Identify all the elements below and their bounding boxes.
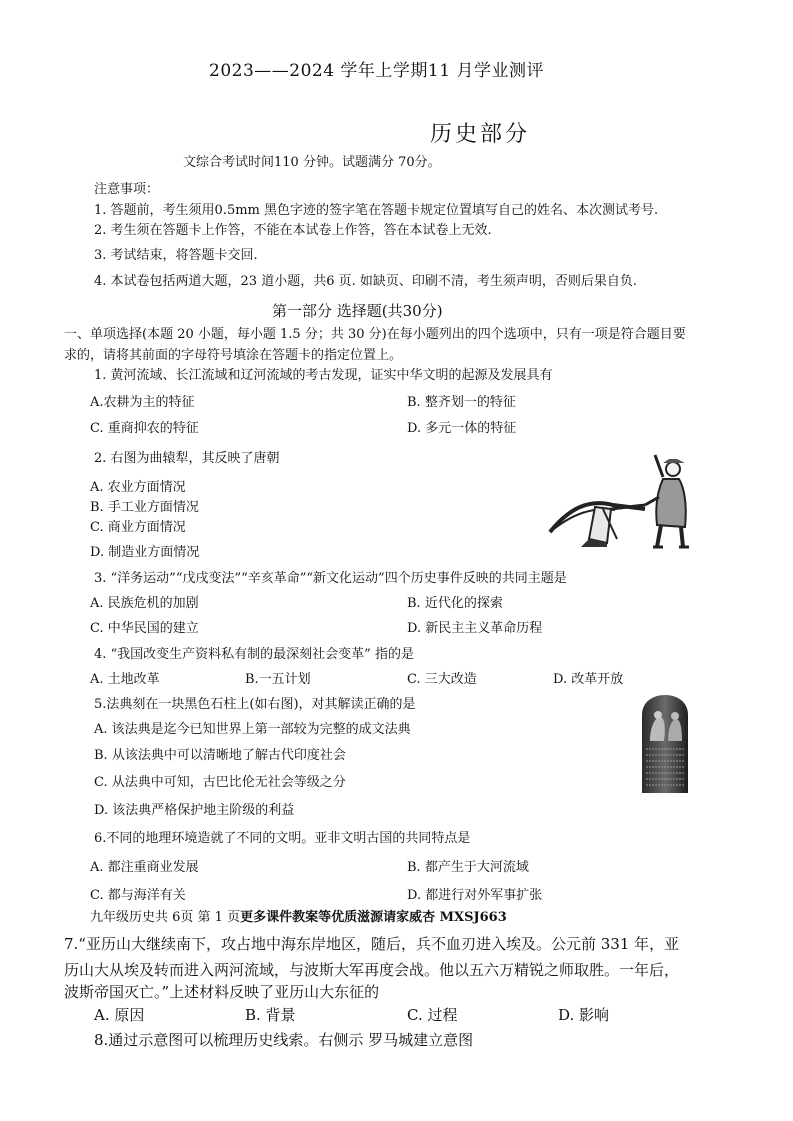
notes-heading: 注意事项： (94, 182, 160, 197)
q3-option-c: C. 中华民国的建立 (90, 621, 199, 636)
q1-option-b: B. 整齐划一的特征 (407, 395, 516, 410)
q5-option-d: D. 该法典严格保护地主阶级的利益 (94, 803, 295, 818)
note-item-4: 4. 本试卷包括两道大题，23 道小题，共6 页. 如缺页、印刷不清，考生须声明，否则后果自负. (94, 274, 638, 289)
q5-stem: 5.法典刻在一块黑色石柱上(如右图)，对其解读正确的是 (94, 697, 416, 712)
q7-option-a: A. 原因 (94, 1006, 145, 1024)
q5-option-c: C. 从法典中可知，古巴比伦无社会等级之分 (94, 775, 346, 790)
curved-plough-illustration (545, 447, 695, 552)
q1-option-c: C. 重商抑农的特征 (90, 421, 199, 436)
q2-option-a: A. 农业方面情况 (90, 480, 186, 495)
q2-option-c: C. 商业方面情况 (90, 520, 186, 535)
q1-option-a: A.农耕为主的特征 (90, 395, 195, 410)
q7-option-d: D. 影响 (558, 1006, 610, 1024)
q6-stem: 6.不同的地理环境造就了不同的文明。亚非文明古国的共同特点是 (94, 831, 471, 846)
q4-option-c: C. 三大改造 (407, 672, 477, 687)
q1-option-d: D. 多元一体的特征 (407, 421, 517, 436)
q4-option-d: D. 改革开放 (553, 672, 624, 687)
section-instruction-line1: 一、单项选择(本题 20 小题，每小题 1.5 分；共 30 分)在每小题列出的四个选项中，只有一项是符合题目要 (64, 327, 686, 342)
q7-option-c: C. 过程 (407, 1006, 458, 1024)
watermark-text: 更多课件教案等优质滋源请家威杏 MXSJ663 (240, 910, 507, 925)
q6-option-c: C. 都与海洋有关 (90, 888, 186, 903)
q8-stem: 8.通过示意图可以梳理历史线索。右侧示 罗马城建立意图 (94, 1031, 474, 1049)
q4-option-b: B.一五计划 (245, 672, 311, 687)
q4-option-a: A. 土地改革 (90, 672, 160, 687)
section-instruction-line2: 求的，请将其前面的字母符号填涂在答题卡的指定位置上。 (64, 348, 403, 363)
q4-stem: 4. “我国改变生产资料私有制的最深刻社会变革” 指的是 (94, 647, 414, 662)
q7-material-line3: 波斯帝国灭亡。”上述材料反映了亚历山大东征的 (64, 983, 380, 1001)
q2-option-b: B. 手工业方面情况 (90, 500, 199, 515)
q1-stem: 1. 黄河流域、长江流域和辽河流域的考古发现，证实中华文明的起源及发展具有 (94, 368, 553, 383)
q7-option-b: B. 背景 (245, 1006, 296, 1024)
page-info: 九年级历史共 6页 第 1 页 (90, 910, 241, 925)
q3-stem: 3. “洋务运动”“戊戌变法”“辛亥革命”“新文化运动”四个历史事件反映的共同主题是 (94, 571, 567, 586)
section-title: 第一部分 选择题(共30分) (272, 302, 443, 320)
note-item-1: 1. 答题前，考生须用0.5mm 黑色字迹的签字笔在答题卡规定位置填写自己的姓名、本次测试考号. (94, 203, 659, 218)
q7-material-line1: 7.“亚历山大继续南下，攻占地中海东岸地区，随后，兵不血刃进入埃及。公元前 331 年，亚 (64, 935, 680, 953)
stone-stele-image (636, 695, 694, 793)
q6-option-a: A. 都注重商业发展 (90, 860, 199, 875)
page-footer (90, 910, 507, 926)
exam-info: 文综合考试时间110 分钟。试题满分 70分。 (183, 155, 441, 170)
q3-option-a: A. 民族危机的加剧 (90, 596, 199, 611)
q5-option-a: A. 该法典是迄今已知世界上第一部较为完整的成文法典 (94, 722, 411, 737)
q2-stem: 2. 右图为曲辕犁，其反映了唐朝 (94, 451, 280, 466)
subject-title: 历史部分 (430, 122, 531, 147)
q2-option-d: D. 制造业方面情况 (90, 545, 200, 560)
q7-material-line2: 历山大从埃及转而进入两河流域，与波斯大军再度会战。他以五六万精锐之师取胜。一年后， (64, 961, 680, 979)
q6-option-d: D. 都进行对外军事扩张 (407, 888, 543, 903)
note-item-3: 3. 考试结束，将答题卡交回. (94, 248, 258, 263)
q6-option-b: B. 都产生于大河流域 (407, 860, 529, 875)
q5-option-b: B. 从该法典中可以清晰地了解古代印度社会 (94, 748, 346, 763)
q3-option-b: B. 近代化的探索 (407, 596, 503, 611)
exam-title: 2023——2024 学年上学期11 月学业测评 (209, 61, 544, 81)
note-item-2: 2. 考生须在答题卡上作答，不能在本试卷上作答，答在本试卷上无效. (94, 223, 492, 238)
q3-option-d: D. 新民主主义革命历程 (407, 621, 543, 636)
